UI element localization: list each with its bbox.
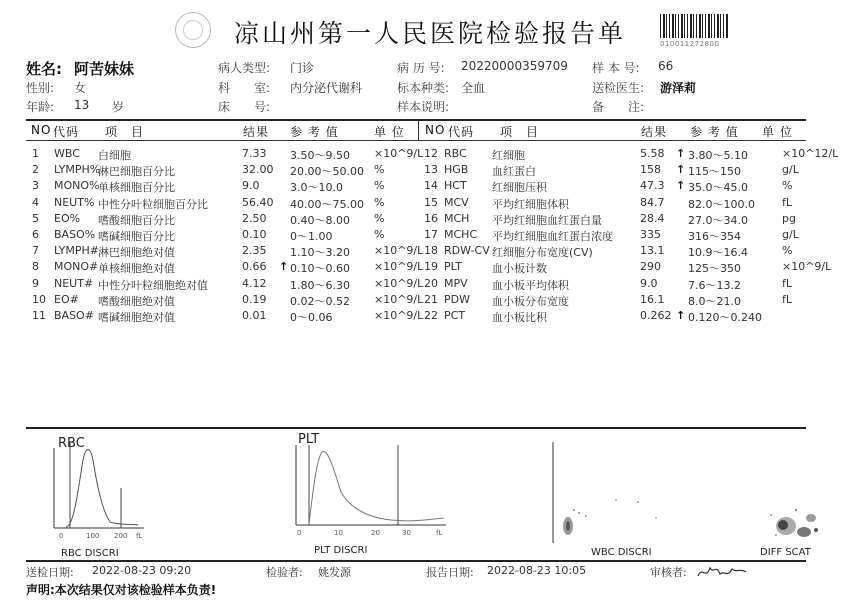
row-no: 15 xyxy=(424,195,438,209)
table-center-divider xyxy=(418,120,419,140)
row-result: 0.66 xyxy=(242,260,267,274)
row-item-name: 单核细胞绝对值 xyxy=(98,262,175,276)
row-reference-range: 8.0～21.0 xyxy=(688,294,741,308)
graph-top-rule xyxy=(26,427,806,429)
row-reference-range: 27.0～34.0 xyxy=(688,213,748,227)
col-result-right: 结果 xyxy=(641,125,668,139)
row-unit: % xyxy=(374,228,385,241)
col-no-left: NO xyxy=(31,123,52,137)
row-no: 19 xyxy=(424,260,438,274)
row-code: WBC xyxy=(54,147,80,160)
row-item-name: 嗜碱细胞百分比 xyxy=(98,230,175,243)
row-no: 22 xyxy=(424,309,438,322)
rbc-tick-unit: fL xyxy=(136,532,143,540)
row-unit: % xyxy=(782,244,793,258)
row-flag: ↑ xyxy=(676,309,686,322)
row-item-name: 血小板比积 xyxy=(492,311,547,324)
table-row xyxy=(26,179,416,196)
age-unit: 岁 xyxy=(112,100,125,114)
row-reference-range: 3.80～5.10 xyxy=(688,149,748,162)
row-code: HCT xyxy=(444,179,467,193)
row-item-name: 血小板计数 xyxy=(492,262,547,276)
wbc-scatter-dots xyxy=(563,499,657,535)
table-row xyxy=(26,147,424,164)
row-result: 0.262 xyxy=(640,309,672,322)
row-unit: ×10^9/L xyxy=(374,244,424,258)
age-label: 年龄: xyxy=(26,100,55,114)
row-reference-range: 0～0.06 xyxy=(290,311,333,324)
row-code: PLT xyxy=(444,260,462,274)
row-reference-range: 7.6～13.2 xyxy=(688,278,741,292)
row-unit: ×10^9/L xyxy=(374,309,424,322)
gender-label: 性别: xyxy=(26,81,55,95)
row-unit: pg xyxy=(782,211,796,225)
col-ref-right: 参 考 值 xyxy=(690,125,739,139)
col-code-left: 代码 xyxy=(53,125,80,139)
row-result: 335 xyxy=(640,228,661,241)
row-item-name: 淋巴细胞绝对值 xyxy=(98,246,175,260)
patient-type-label: 病人类型: xyxy=(218,61,271,75)
row-item-name: 单核细胞百分比 xyxy=(98,181,175,195)
row-code: MONO# xyxy=(54,260,99,274)
row-result: 16.1 xyxy=(640,292,665,306)
row-result: 0.01 xyxy=(242,309,267,322)
row-unit: ×10^9/L xyxy=(374,147,424,160)
row-flag: ↑ xyxy=(676,163,686,177)
row-item-name: 白细胞 xyxy=(98,149,131,162)
row-unit: fL xyxy=(782,292,793,306)
patient-type-value: 门诊 xyxy=(290,61,315,75)
row-item-name: 中性分叶粒细胞绝对值 xyxy=(98,278,208,292)
col-item-right: 项 目 xyxy=(500,125,540,139)
disclaimer-text: 声明:本次结果仅对该检验样本负责! xyxy=(26,583,217,597)
send-date-value: 2022-08-23 09:20 xyxy=(92,564,192,577)
row-code: PDW xyxy=(444,292,470,306)
row-no: 18 xyxy=(424,244,438,258)
row-result: 9.0 xyxy=(640,276,658,290)
sample-no-value: 66 xyxy=(658,59,674,73)
row-no: 9 xyxy=(32,276,39,290)
row-item-name: 中性分叶粒细胞百分比 xyxy=(98,197,208,211)
row-result: 84.7 xyxy=(640,195,665,209)
row-code: LYMPH% xyxy=(54,163,101,177)
row-unit: fL xyxy=(782,195,793,209)
col-unit-left: 单 位 xyxy=(374,125,405,139)
record-no-value: 20220000359709 xyxy=(461,59,568,73)
row-code: PCT xyxy=(444,309,466,322)
sample-no-label: 样 本 号: xyxy=(592,61,640,75)
col-unit-right: 单 位 xyxy=(762,125,793,139)
row-code: BASO% xyxy=(54,228,96,241)
row-no: 5 xyxy=(32,211,39,225)
row-no: 2 xyxy=(32,163,39,177)
report-date-value: 2022-08-23 10:05 xyxy=(487,564,587,577)
row-item-name: 血小板分布宽度 xyxy=(492,294,569,308)
row-reference-range: 10.9～16.4 xyxy=(688,246,748,260)
row-no: 11 xyxy=(32,309,46,322)
row-item-name: 血红蛋白 xyxy=(492,165,536,179)
row-result: 9.0 xyxy=(242,179,260,193)
row-unit: ×10^9/L xyxy=(782,260,832,274)
patient-name: 阿苦妹妹 xyxy=(74,60,135,78)
rbc-tick-200: 200 xyxy=(114,532,128,540)
doctor-label: 送检医生: xyxy=(592,81,645,95)
plt-tick-20: 20 xyxy=(371,529,380,537)
row-result: 56.40 xyxy=(242,195,274,209)
table-row xyxy=(26,260,424,277)
table-top-rule xyxy=(26,119,806,121)
table-row xyxy=(26,196,416,213)
row-reference-range: 0～1.00 xyxy=(290,230,333,243)
table-row xyxy=(26,244,424,261)
row-no: 16 xyxy=(424,211,438,225)
row-unit: ×10^12/L xyxy=(782,147,839,160)
barcode-number: 010011272800 xyxy=(660,40,720,48)
rbc-tick-0: 0 xyxy=(59,532,64,540)
row-unit: % xyxy=(374,211,385,225)
row-no: 17 xyxy=(424,228,438,241)
row-result: 2.50 xyxy=(242,211,267,225)
doctor-value: 游泽莉 xyxy=(660,81,697,95)
row-no: 4 xyxy=(32,195,39,209)
row-item-name: 红细胞压积 xyxy=(492,181,547,195)
plt-tick-10: 10 xyxy=(334,529,343,537)
row-code: RBC xyxy=(444,147,467,160)
row-item-name: 红细胞 xyxy=(492,149,525,162)
row-reference-range: 1.10～3.20 xyxy=(290,246,350,260)
table-row xyxy=(26,276,424,294)
rbc-histogram-curve xyxy=(66,450,138,528)
col-result-left: 结果 xyxy=(243,125,270,139)
plt-histogram-curve xyxy=(309,452,444,524)
table-row xyxy=(26,212,416,229)
row-item-name: 平均红细胞体积 xyxy=(492,197,569,211)
row-result: 158 xyxy=(640,163,661,177)
table-row xyxy=(420,309,810,326)
col-item-left: 项 目 xyxy=(105,125,145,139)
row-reference-range: 82.0～100.0 xyxy=(688,197,755,211)
row-item-name: 红细胞分布宽度(CV) xyxy=(492,246,593,260)
row-no: 6 xyxy=(32,228,39,241)
send-date-label: 送检日期: xyxy=(26,566,74,579)
row-code: LYMPH# xyxy=(54,244,99,258)
row-unit: fL xyxy=(782,276,793,290)
rbc-caption: RBC DISCRI xyxy=(61,548,119,559)
table-row xyxy=(26,309,424,326)
row-reference-range: 3.50～9.50 xyxy=(290,149,350,162)
table-row xyxy=(420,163,810,180)
row-unit: % xyxy=(374,163,385,177)
table-row xyxy=(420,277,810,294)
row-reference-range: 0.02～0.52 xyxy=(290,294,350,308)
row-result: 7.33 xyxy=(242,147,267,160)
sample-type-value: 全血 xyxy=(461,81,486,95)
rbc-histogram-title: RBC xyxy=(58,436,85,451)
row-item-name: 嗜酸细胞百分比 xyxy=(98,213,175,227)
row-item-name: 血小板平均体积 xyxy=(492,278,569,292)
row-code: HGB xyxy=(444,163,469,177)
row-code: NEUT% xyxy=(54,195,95,209)
dept-label: 科 室: xyxy=(218,81,271,95)
row-code: BASO# xyxy=(54,309,94,322)
row-unit: % xyxy=(374,195,385,209)
row-reference-range: 1.80～6.30 xyxy=(290,278,350,292)
row-code: NEUT# xyxy=(54,276,94,290)
row-result: 47.3 xyxy=(640,179,665,193)
row-code: MPV xyxy=(444,276,468,290)
table-row xyxy=(420,293,810,310)
row-no: 3 xyxy=(32,179,39,193)
row-result: 290 xyxy=(640,260,661,274)
diff-caption: DIFF SCAT xyxy=(760,547,811,558)
patient-name-label: 姓名: xyxy=(26,60,62,78)
col-ref-left: 参 考 值 xyxy=(290,125,339,139)
table-row xyxy=(26,292,424,310)
remark-label: 备 注: xyxy=(592,100,645,114)
tester-value: 姚发源 xyxy=(318,566,351,579)
row-item-name: 嗜酸细胞绝对值 xyxy=(98,294,175,308)
table-row xyxy=(26,228,416,245)
record-no-label: 病 历 号: xyxy=(397,61,445,75)
dept-value: 内分泌代谢科 xyxy=(290,81,363,95)
row-no: 14 xyxy=(424,179,438,193)
row-reference-range: 115～150 xyxy=(688,165,741,179)
row-code: EO% xyxy=(54,211,81,225)
table-row xyxy=(26,163,416,180)
plt-tick-30: 30 xyxy=(402,529,411,537)
row-unit: ×10^9/L xyxy=(374,260,424,274)
report-title: 凉山州第一人民医院检验报告单 xyxy=(233,19,626,48)
row-no: 10 xyxy=(32,292,46,306)
row-no: 13 xyxy=(424,163,438,177)
col-no-right: NO xyxy=(425,123,446,137)
row-reference-range: 0.10～0.60 xyxy=(290,262,350,276)
row-unit: g/L xyxy=(782,163,799,177)
row-no: 20 xyxy=(424,276,438,290)
row-item-name: 平均红细胞血红蛋白量 xyxy=(492,213,602,227)
row-flag: ↑ xyxy=(676,147,686,160)
table-row xyxy=(420,244,810,261)
footer-top-rule xyxy=(26,560,806,562)
row-unit: ×10^9/L xyxy=(374,276,424,290)
row-unit: g/L xyxy=(782,228,799,241)
histogram-panel xyxy=(26,430,826,560)
barcode xyxy=(660,14,728,38)
row-code: EO# xyxy=(54,292,79,306)
row-item-name: 淋巴细胞百分比 xyxy=(98,165,175,179)
report-date-label: 报告日期: xyxy=(426,566,474,579)
plt-histogram-title: PLT xyxy=(298,432,320,447)
table-row xyxy=(420,147,839,164)
sample-note-label: 样本说明: xyxy=(397,100,450,114)
wbc-caption: WBC DISCRI xyxy=(591,547,652,558)
reviewer-label: 审核者: xyxy=(650,566,687,579)
col-code-right: 代码 xyxy=(448,125,475,139)
row-reference-range: 0.40～8.00 xyxy=(290,213,350,227)
row-item-name: 平均红细胞血红蛋白浓度 xyxy=(492,230,613,243)
row-result: 2.35 xyxy=(242,244,267,258)
row-unit: % xyxy=(782,179,793,193)
row-unit: % xyxy=(374,179,385,193)
row-result: 28.4 xyxy=(640,211,665,225)
age-value: 13 xyxy=(74,98,90,112)
plt-caption: PLT DISCRI xyxy=(314,545,368,556)
row-result: 5.58 xyxy=(640,147,665,160)
row-result: 0.10 xyxy=(242,228,267,241)
row-code: MCV xyxy=(444,195,469,209)
plt-tick-unit: fL xyxy=(436,529,443,537)
row-code: MONO% xyxy=(54,179,100,193)
row-code: RDW-CV xyxy=(444,244,490,258)
row-result: 32.00 xyxy=(242,163,274,177)
row-reference-range: 40.00～75.00 xyxy=(290,197,364,211)
tester-label: 检验者: xyxy=(266,566,303,579)
row-reference-range: 125～350 xyxy=(688,262,741,276)
row-reference-range: 316～354 xyxy=(688,230,741,243)
row-no: 7 xyxy=(32,244,39,258)
row-code: MCH xyxy=(444,211,470,225)
row-reference-range: 0.120～0.240 xyxy=(688,311,762,324)
table-row xyxy=(420,212,810,229)
row-flag: ↑ xyxy=(279,260,289,274)
bed-label: 床 号: xyxy=(218,100,271,114)
rbc-tick-100: 100 xyxy=(86,532,100,540)
row-code: MCHC xyxy=(444,228,478,241)
table-row xyxy=(420,228,810,245)
row-reference-range: 3.0～10.0 xyxy=(290,181,343,195)
reviewer-signature xyxy=(694,560,754,584)
plt-tick-0: 0 xyxy=(297,529,302,537)
table-row xyxy=(420,196,810,213)
diff-scatter-dots xyxy=(770,509,818,537)
table-row xyxy=(420,179,810,196)
row-item-name: 嗜碱细胞绝对值 xyxy=(98,311,175,324)
row-reference-range: 20.00～50.00 xyxy=(290,165,364,179)
row-no: 8 xyxy=(32,260,39,274)
row-unit: ×10^9/L xyxy=(374,292,424,306)
table-row xyxy=(420,260,832,277)
row-result: 13.1 xyxy=(640,244,665,258)
row-no: 1 xyxy=(32,147,39,160)
row-reference-range: 35.0～45.0 xyxy=(688,181,748,195)
row-no: 12 xyxy=(424,147,438,160)
row-result: 4.12 xyxy=(242,276,267,290)
row-result: 0.19 xyxy=(242,292,267,306)
row-flag: ↑ xyxy=(676,179,686,193)
sample-type-label: 标本种类: xyxy=(397,81,450,95)
row-no: 21 xyxy=(424,292,438,306)
table-header-rule xyxy=(26,140,806,141)
gender-value: 女 xyxy=(74,81,87,95)
